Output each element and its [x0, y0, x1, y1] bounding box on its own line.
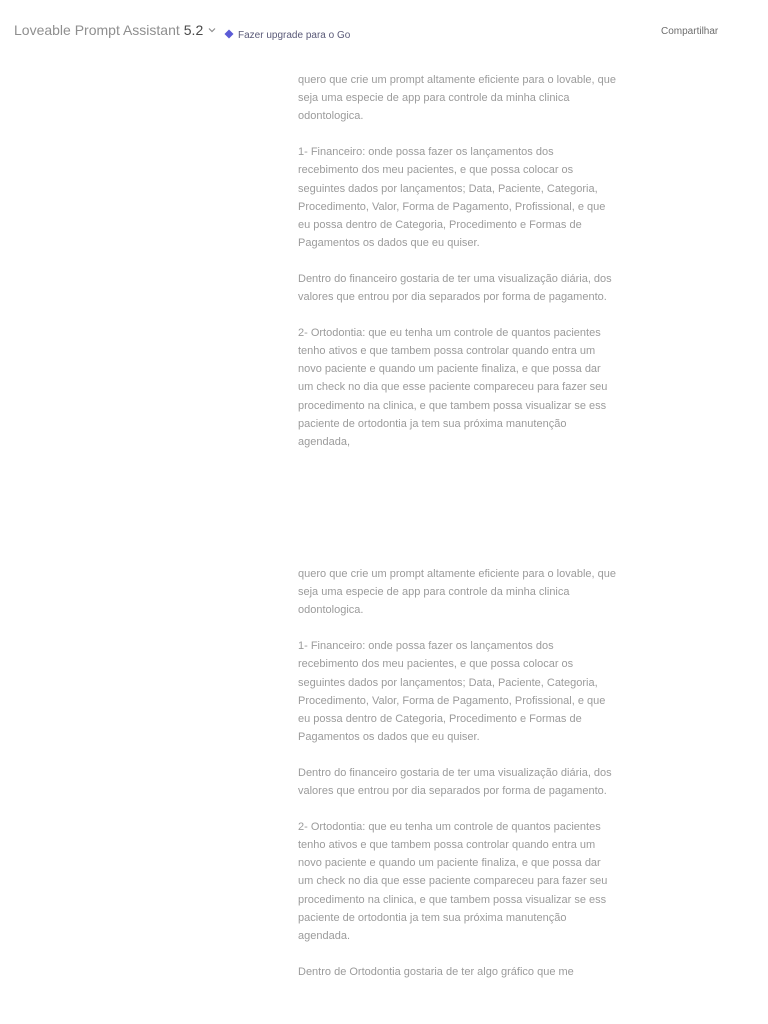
message-paragraph: Dentro de Ortodontia gostaria de ter algo gráfico que me: [298, 965, 574, 978]
app-title: Loveable Prompt Assistant: [14, 22, 180, 38]
diamond-icon: [224, 26, 234, 44]
message-paragraph: 2- Ortodontia: que eu tenha um controle de quantos pacientes tenho ativos e que tambem possa controlar quando entra um novo paciente e quando um paciente finaliza, e que possa dar um check no dia que esse paciente compareceu para fazer seu procedimento na clinica, e que tambem possa visualizar se ess paciente de ortodontia ja tem sua próxima manutenção agendada.: [298, 820, 608, 942]
message-paragraph: 1- Financeiro: onde possa fazer os lançamentos dos recebimento dos meu pacientes, e que possa colocar os seguintes dados por lançamentos; Data, Paciente, Categoria, Procedimento, Valor, Forma de Pagamento, Profissional, e que eu possa dentro de Categoria, Procedimento e Formas de Pagamentos os dados que eu quiser.: [298, 146, 606, 250]
upgrade-label: Fazer upgrade para o Go: [238, 29, 351, 41]
share-button[interactable]: Compartilhar: [661, 26, 719, 37]
chevron-down-icon: [207, 25, 217, 35]
upgrade-button[interactable]: [224, 26, 350, 44]
message-paragraph: Dentro do financeiro gostaria de ter uma visualização diária, dos valores que entrou por dia separados por forma de pagamento.: [298, 272, 612, 304]
message-paragraph: 1- Financeiro: onde possa fazer os lançamentos dos recebimento dos meu pacientes, e que possa colocar os seguintes dados por lançamentos; Data, Paciente, Categoria, Procedimento, Valor, Forma de Pagamento, Profissional, e que eu possa dentro de Categoria, Procedimento e Formas de Pagamentos os dados que eu quiser.: [298, 640, 606, 744]
top-bar: [0, 0, 768, 64]
user-message: [298, 565, 616, 998]
model-selector[interactable]: [14, 22, 217, 38]
message-paragraph: 2- Ortodontia: que eu tenha um controle de quantos pacientes tenho ativos e que tambem possa controlar quando entra um novo paciente e quando um paciente finaliza, e que possa dar um check no dia que esse paciente compareceu para fazer seu procedimento na clinica, e que tambem possa visualizar se ess paciente de ortodontia ja tem sua próxima manutenção agendada,: [298, 326, 608, 448]
message-paragraph: quero que crie um prompt altamente eficiente para o lovable, que seja uma especie de app para controle da minha clinica odontologica.: [298, 74, 616, 123]
app-version: 5.2: [183, 22, 204, 38]
user-message: [298, 71, 616, 469]
message-paragraph: quero que crie um prompt altamente eficiente para o lovable, que seja uma especie de app para controle da minha clinica odontologica.: [298, 568, 616, 617]
message-paragraph: Dentro do financeiro gostaria de ter uma visualização diária, dos valores que entrou por dia separados por forma de pagamento.: [298, 766, 612, 798]
